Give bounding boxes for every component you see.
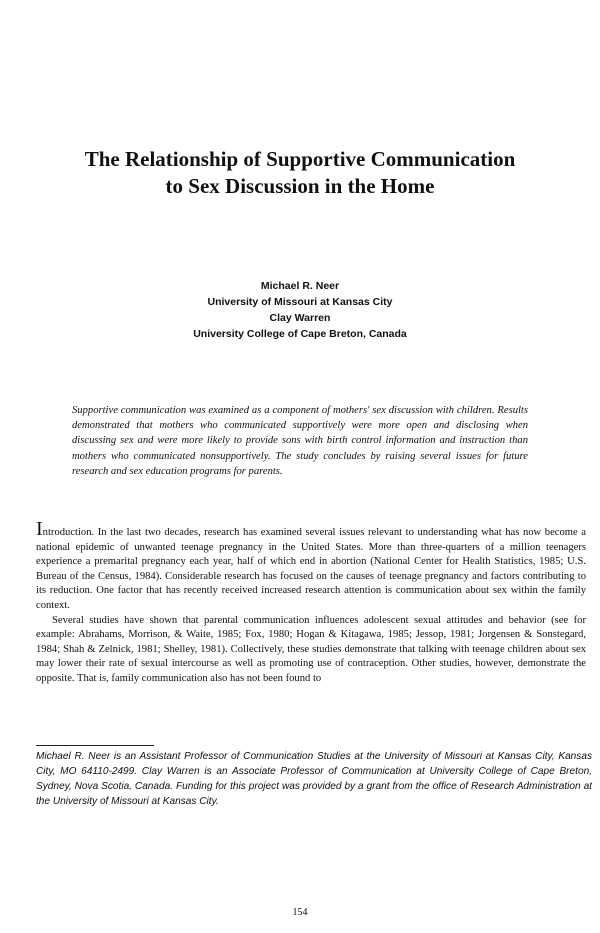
author-block xyxy=(60,278,540,342)
author-affiliation-2: University College of Cape Breton, Canada xyxy=(193,328,407,340)
paragraph-1 xyxy=(36,518,586,614)
footnote-divider xyxy=(36,745,154,746)
abstract: Supportive communication was examined as a component of mothers' sex discussion with children. Results demonstrated that mothers who communicated supportively were more open and disclosing when discussing sex and were more likely to provide sons with birth control information and instruction than mothers who communicated nonsupportively. The study concludes by raising several issues for future research and sex education programs for parents. xyxy=(72,405,528,477)
article-body xyxy=(36,518,586,687)
title-line-1: The Relationship of Supportive Communication xyxy=(84,147,516,171)
author-name-2: Clay Warren xyxy=(269,312,331,324)
paragraph-1-text: ntroduction. In the last two decades, research has examined several issues relevant to understanding what has now become a national epidemic of unwanted teenage pregnancy in the United States. More than three-quarters of a million teenagers experience a premarital pregnancy each year, half of which end in abortion (National Center for Health Statistics, 1985; U.S. Bureau of the Census, 1984). Considerable research has focused on the causes of teenage pregnancy and factors contributing to its reduction. One factor that has recently received increased research attention is communication about sex within the family context. xyxy=(36,527,586,611)
author-footnote: Michael R. Neer is an Assistant Professor of Communication Studies at the University of Missouri at Kansas City, Kansas City, MO 64110-2499. Clay Warren is an Associate Professor of Communication at University College of Cape Breton, Sydney, Nova Scotia, Canada. Funding for this project was provided by a grant from the office of Research Administration at the University of Missouri at Kansas City. xyxy=(36,751,592,808)
title-line-2: to Sex Discussion in the Home xyxy=(165,174,435,198)
paragraph-2: Several studies have shown that parental communication influences adolescent sexual attitudes and behavior (see for example: Abrahams, Morrison, & Waite, 1985; Fox, 1980; Hogan & Kitagawa, 1985; Jessop, 1981; Jorgensen & Sonstegard, 1984; Shah & Zelnick, 1981; Shelley, 1981). Collectively, these studies demonstrate that talking with teenage children about sex may lower their rate of sexual intercourse as well as promoting use of contraception. Other studies, however, demonstrate the opposite. That is, family communication also has not been found to xyxy=(36,614,586,684)
page-number: 154 xyxy=(292,907,308,918)
author-affiliation-1: University of Missouri at Kansas City xyxy=(207,296,393,308)
drop-cap: I xyxy=(36,518,43,540)
article-title xyxy=(40,146,560,200)
author-name-1: Michael R. Neer xyxy=(260,280,340,292)
